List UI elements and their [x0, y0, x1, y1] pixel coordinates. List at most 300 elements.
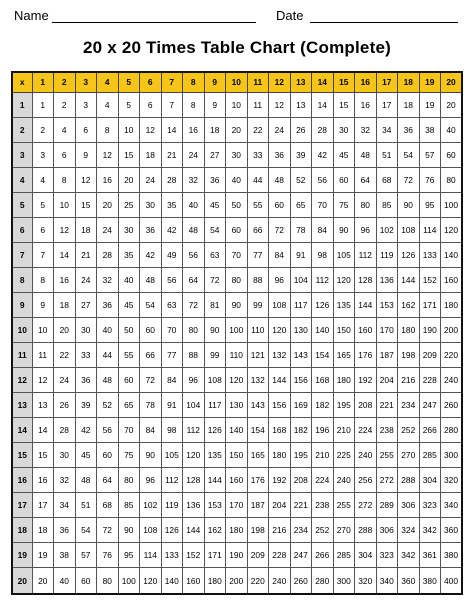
product-cell: 182 — [312, 392, 334, 417]
product-cell: 18 — [398, 92, 420, 117]
product-cell: 8 — [97, 117, 119, 142]
product-cell: 342 — [419, 518, 441, 543]
product-cell: 380 — [419, 568, 441, 594]
product-cell: 120 — [226, 367, 248, 392]
product-cell: 48 — [355, 142, 377, 167]
product-cell: 136 — [183, 493, 205, 518]
product-cell: 72 — [97, 518, 119, 543]
product-cell: 48 — [140, 267, 162, 292]
product-cell: 117 — [290, 292, 312, 317]
product-cell: 64 — [97, 467, 119, 492]
product-cell: 38 — [419, 117, 441, 142]
row-header: 1 — [12, 92, 32, 117]
product-cell: 3 — [32, 142, 54, 167]
table-row — [12, 442, 462, 467]
product-cell: 35 — [118, 242, 140, 267]
row-header: 20 — [12, 568, 32, 594]
product-cell: 119 — [161, 493, 183, 518]
product-cell: 13 — [290, 92, 312, 117]
product-cell: 130 — [226, 392, 248, 417]
product-cell: 195 — [290, 442, 312, 467]
product-cell: 78 — [140, 392, 162, 417]
product-cell: 110 — [247, 317, 269, 342]
product-cell: 285 — [333, 543, 355, 568]
product-cell: 76 — [419, 167, 441, 192]
product-cell: 88 — [247, 267, 269, 292]
product-cell: 96 — [140, 467, 162, 492]
product-cell: 150 — [226, 442, 248, 467]
product-cell: 45 — [204, 192, 226, 217]
product-cell: 144 — [269, 367, 291, 392]
product-cell: 24 — [183, 142, 205, 167]
product-cell: 204 — [269, 493, 291, 518]
product-cell: 240 — [355, 442, 377, 467]
product-cell: 165 — [333, 342, 355, 367]
product-cell: 9 — [75, 142, 97, 167]
product-cell: 171 — [419, 292, 441, 317]
product-cell: 153 — [204, 493, 226, 518]
product-cell: 84 — [140, 417, 162, 442]
product-cell: 26 — [290, 117, 312, 142]
product-cell: 13 — [32, 392, 54, 417]
product-cell: 180 — [398, 317, 420, 342]
product-cell: 51 — [376, 142, 398, 167]
product-cell: 90 — [204, 317, 226, 342]
name-blank-line[interactable] — [52, 22, 256, 23]
product-cell: 95 — [419, 192, 441, 217]
product-cell: 84 — [161, 367, 183, 392]
product-cell: 38 — [54, 543, 76, 568]
product-cell: 18 — [75, 217, 97, 242]
product-cell: 27 — [75, 292, 97, 317]
column-header: 16 — [355, 72, 377, 92]
product-cell: 220 — [247, 568, 269, 594]
product-cell: 21 — [75, 242, 97, 267]
product-cell: 187 — [376, 342, 398, 367]
table-row — [12, 192, 462, 217]
product-cell: 77 — [161, 342, 183, 367]
product-cell: 84 — [312, 217, 334, 242]
product-cell: 30 — [226, 142, 248, 167]
product-cell: 247 — [419, 392, 441, 417]
column-header: 10 — [226, 72, 248, 92]
row-header: 5 — [12, 192, 32, 217]
product-cell: 16 — [183, 117, 205, 142]
row-header: 11 — [12, 342, 32, 367]
product-cell: 108 — [204, 367, 226, 392]
product-cell: 72 — [183, 292, 205, 317]
product-cell: 14 — [161, 117, 183, 142]
product-cell: 130 — [290, 317, 312, 342]
product-cell: 7 — [161, 92, 183, 117]
product-cell: 8 — [32, 267, 54, 292]
product-cell: 360 — [398, 568, 420, 594]
product-cell: 168 — [269, 417, 291, 442]
table-row — [12, 242, 462, 267]
product-cell: 120 — [140, 568, 162, 594]
table-row — [12, 142, 462, 167]
row-header: 8 — [12, 267, 32, 292]
product-cell: 252 — [312, 518, 334, 543]
product-cell: 75 — [118, 442, 140, 467]
product-cell: 198 — [247, 518, 269, 543]
product-cell: 33 — [75, 342, 97, 367]
product-cell: 24 — [140, 167, 162, 192]
product-cell: 1 — [32, 92, 54, 117]
table-row — [12, 167, 462, 192]
product-cell: 42 — [312, 142, 334, 167]
product-cell: 323 — [376, 543, 398, 568]
product-cell: 40 — [226, 167, 248, 192]
product-cell: 28 — [97, 242, 119, 267]
product-cell: 54 — [398, 142, 420, 167]
product-cell: 272 — [376, 467, 398, 492]
product-cell: 56 — [97, 417, 119, 442]
column-header: 6 — [140, 72, 162, 92]
product-cell: 28 — [54, 417, 76, 442]
product-cell: 20 — [54, 317, 76, 342]
product-cell: 50 — [118, 317, 140, 342]
table-row — [12, 417, 462, 442]
product-cell: 400 — [441, 568, 463, 594]
product-cell: 228 — [419, 367, 441, 392]
product-cell: 88 — [183, 342, 205, 367]
product-cell: 10 — [32, 317, 54, 342]
product-cell: 45 — [333, 142, 355, 167]
product-cell: 100 — [441, 192, 463, 217]
product-cell: 112 — [161, 467, 183, 492]
table-row — [12, 543, 462, 568]
product-cell: 39 — [290, 142, 312, 167]
product-cell: 260 — [290, 568, 312, 594]
product-cell: 12 — [75, 167, 97, 192]
product-cell: 280 — [441, 417, 463, 442]
product-cell: 51 — [75, 493, 97, 518]
column-header: 12 — [269, 72, 291, 92]
product-cell: 140 — [312, 317, 334, 342]
product-cell: 68 — [376, 167, 398, 192]
product-cell: 50 — [226, 192, 248, 217]
table-row — [12, 367, 462, 392]
product-cell: 40 — [54, 568, 76, 594]
product-cell: 84 — [269, 242, 291, 267]
product-cell: 176 — [355, 342, 377, 367]
column-header: 3 — [75, 72, 97, 92]
product-cell: 36 — [398, 117, 420, 142]
table-row — [12, 518, 462, 543]
product-cell: 20 — [32, 568, 54, 594]
product-cell: 170 — [376, 317, 398, 342]
product-cell: 18 — [32, 518, 54, 543]
product-cell: 323 — [419, 493, 441, 518]
product-cell: 144 — [398, 267, 420, 292]
product-cell: 272 — [355, 493, 377, 518]
table-row — [12, 392, 462, 417]
product-cell: 120 — [441, 217, 463, 242]
product-cell: 110 — [226, 342, 248, 367]
product-cell: 96 — [183, 367, 205, 392]
product-cell: 100 — [118, 568, 140, 594]
product-cell: 152 — [419, 267, 441, 292]
product-cell: 210 — [333, 417, 355, 442]
product-cell: 90 — [140, 442, 162, 467]
product-cell: 171 — [204, 543, 226, 568]
row-header: 7 — [12, 242, 32, 267]
product-cell: 70 — [226, 242, 248, 267]
row-header: 3 — [12, 142, 32, 167]
name-label: Name — [14, 8, 49, 23]
product-cell: 72 — [398, 167, 420, 192]
product-cell: 60 — [140, 317, 162, 342]
product-cell: 72 — [140, 367, 162, 392]
product-cell: 72 — [269, 217, 291, 242]
product-cell: 33 — [247, 142, 269, 167]
product-cell: 380 — [441, 543, 463, 568]
product-cell: 10 — [118, 117, 140, 142]
product-cell: 256 — [355, 467, 377, 492]
product-cell: 196 — [312, 417, 334, 442]
product-cell: 160 — [183, 568, 205, 594]
product-cell: 30 — [118, 217, 140, 242]
column-header: 20 — [441, 72, 463, 92]
product-cell: 182 — [290, 417, 312, 442]
product-cell: 20 — [97, 192, 119, 217]
product-cell: 80 — [97, 568, 119, 594]
product-cell: 28 — [312, 117, 334, 142]
product-cell: 68 — [97, 493, 119, 518]
product-cell: 228 — [269, 543, 291, 568]
product-cell: 6 — [54, 142, 76, 167]
row-header: 9 — [12, 292, 32, 317]
product-cell: 255 — [376, 442, 398, 467]
product-cell: 91 — [161, 392, 183, 417]
product-cell: 128 — [183, 467, 205, 492]
product-cell: 24 — [75, 267, 97, 292]
product-cell: 140 — [161, 568, 183, 594]
column-header: 13 — [290, 72, 312, 92]
product-cell: 70 — [161, 317, 183, 342]
product-cell: 34 — [54, 493, 76, 518]
product-cell: 15 — [32, 442, 54, 467]
product-cell: 56 — [161, 267, 183, 292]
product-cell: 28 — [161, 167, 183, 192]
product-cell: 143 — [290, 342, 312, 367]
column-header: 8 — [183, 72, 205, 92]
product-cell: 240 — [269, 568, 291, 594]
product-cell: 126 — [312, 292, 334, 317]
product-cell: 70 — [312, 192, 334, 217]
product-cell: 150 — [333, 317, 355, 342]
product-cell: 285 — [419, 442, 441, 467]
product-cell: 18 — [54, 292, 76, 317]
product-cell: 209 — [247, 543, 269, 568]
product-cell: 40 — [118, 267, 140, 292]
product-cell: 90 — [398, 192, 420, 217]
product-cell: 34 — [376, 117, 398, 142]
product-cell: 104 — [290, 267, 312, 292]
product-cell: 8 — [183, 92, 205, 117]
product-cell: 12 — [140, 117, 162, 142]
product-cell: 30 — [54, 442, 76, 467]
product-cell: 9 — [32, 292, 54, 317]
product-cell: 90 — [226, 292, 248, 317]
product-cell: 209 — [419, 342, 441, 367]
product-cell: 80 — [183, 317, 205, 342]
corner-cell: x — [12, 72, 32, 92]
product-cell: 120 — [183, 442, 205, 467]
product-cell: 143 — [247, 392, 269, 417]
column-header: 9 — [204, 72, 226, 92]
product-cell: 154 — [247, 417, 269, 442]
product-cell: 24 — [269, 117, 291, 142]
product-cell: 49 — [161, 242, 183, 267]
product-cell: 304 — [355, 543, 377, 568]
product-cell: 160 — [226, 467, 248, 492]
product-cell: 9 — [204, 92, 226, 117]
product-cell: 156 — [290, 367, 312, 392]
product-cell: 90 — [118, 518, 140, 543]
product-cell: 18 — [140, 142, 162, 167]
row-header: 12 — [12, 367, 32, 392]
product-cell: 15 — [75, 192, 97, 217]
product-cell: 160 — [441, 267, 463, 292]
column-header: 5 — [118, 72, 140, 92]
product-cell: 168 — [312, 367, 334, 392]
product-cell: 126 — [398, 242, 420, 267]
product-cell: 60 — [118, 367, 140, 392]
product-cell: 24 — [54, 367, 76, 392]
product-cell: 14 — [54, 242, 76, 267]
product-cell: 140 — [226, 417, 248, 442]
column-header: 14 — [312, 72, 334, 92]
product-cell: 98 — [161, 417, 183, 442]
product-cell: 234 — [398, 392, 420, 417]
product-cell: 60 — [75, 568, 97, 594]
product-cell: 11 — [32, 342, 54, 367]
product-cell: 126 — [161, 518, 183, 543]
row-header: 13 — [12, 392, 32, 417]
product-cell: 210 — [312, 442, 334, 467]
product-cell: 12 — [97, 142, 119, 167]
product-cell: 2 — [54, 92, 76, 117]
product-cell: 36 — [269, 142, 291, 167]
product-cell: 63 — [161, 292, 183, 317]
product-cell: 42 — [75, 417, 97, 442]
product-cell: 190 — [226, 543, 248, 568]
product-cell: 224 — [355, 417, 377, 442]
product-cell: 12 — [32, 367, 54, 392]
product-cell: 15 — [333, 92, 355, 117]
product-cell: 252 — [398, 417, 420, 442]
row-header: 19 — [12, 543, 32, 568]
product-cell: 361 — [419, 543, 441, 568]
product-cell: 56 — [312, 167, 334, 192]
product-cell: 20 — [226, 117, 248, 142]
product-cell: 133 — [419, 242, 441, 267]
product-cell: 66 — [247, 217, 269, 242]
column-header: 7 — [161, 72, 183, 92]
product-cell: 240 — [441, 367, 463, 392]
product-cell: 200 — [441, 317, 463, 342]
product-cell: 320 — [355, 568, 377, 594]
product-cell: 81 — [204, 292, 226, 317]
product-cell: 36 — [54, 518, 76, 543]
product-cell: 162 — [204, 518, 226, 543]
table-row — [12, 568, 462, 594]
product-cell: 36 — [75, 367, 97, 392]
product-cell: 55 — [118, 342, 140, 367]
product-cell: 35 — [161, 192, 183, 217]
product-cell: 40 — [441, 117, 463, 142]
column-header: 17 — [376, 72, 398, 92]
product-cell: 220 — [441, 342, 463, 367]
product-cell: 42 — [161, 217, 183, 242]
product-cell: 25 — [118, 192, 140, 217]
column-header: 18 — [398, 72, 420, 92]
product-cell: 112 — [312, 267, 334, 292]
column-header: 11 — [247, 72, 269, 92]
product-cell: 112 — [183, 417, 205, 442]
product-cell: 95 — [118, 543, 140, 568]
product-cell: 234 — [290, 518, 312, 543]
product-cell: 78 — [290, 217, 312, 242]
product-cell: 44 — [97, 342, 119, 367]
table-row — [12, 217, 462, 242]
product-cell: 266 — [419, 417, 441, 442]
column-header: 19 — [419, 72, 441, 92]
product-cell: 133 — [161, 543, 183, 568]
product-cell: 70 — [118, 417, 140, 442]
product-cell: 20 — [441, 92, 463, 117]
product-cell: 225 — [333, 442, 355, 467]
product-cell: 20 — [118, 167, 140, 192]
product-cell: 102 — [140, 493, 162, 518]
product-cell: 144 — [204, 467, 226, 492]
product-cell: 44 — [247, 167, 269, 192]
product-cell: 180 — [226, 518, 248, 543]
product-cell: 32 — [183, 167, 205, 192]
product-cell: 19 — [419, 92, 441, 117]
worksheet-header — [14, 6, 460, 26]
product-cell: 10 — [226, 92, 248, 117]
product-cell: 55 — [247, 192, 269, 217]
product-cell: 57 — [419, 142, 441, 167]
product-cell: 180 — [204, 568, 226, 594]
product-cell: 48 — [75, 467, 97, 492]
product-cell: 156 — [269, 392, 291, 417]
product-cell: 60 — [226, 217, 248, 242]
date-blank-line[interactable] — [310, 22, 458, 23]
product-cell: 22 — [247, 117, 269, 142]
product-cell: 280 — [312, 568, 334, 594]
product-cell: 169 — [290, 392, 312, 417]
product-cell: 14 — [32, 417, 54, 442]
product-cell: 21 — [161, 142, 183, 167]
product-cell: 16 — [54, 267, 76, 292]
product-cell: 126 — [204, 417, 226, 442]
product-cell: 108 — [398, 217, 420, 242]
column-header-row — [12, 72, 462, 92]
product-cell: 66 — [140, 342, 162, 367]
product-cell: 105 — [333, 242, 355, 267]
product-cell: 98 — [312, 242, 334, 267]
product-cell: 85 — [118, 493, 140, 518]
product-cell: 64 — [355, 167, 377, 192]
product-cell: 260 — [441, 392, 463, 417]
product-cell: 99 — [204, 342, 226, 367]
row-header: 18 — [12, 518, 32, 543]
chart-title: 20 x 20 Times Table Chart (Complete) — [83, 38, 391, 57]
